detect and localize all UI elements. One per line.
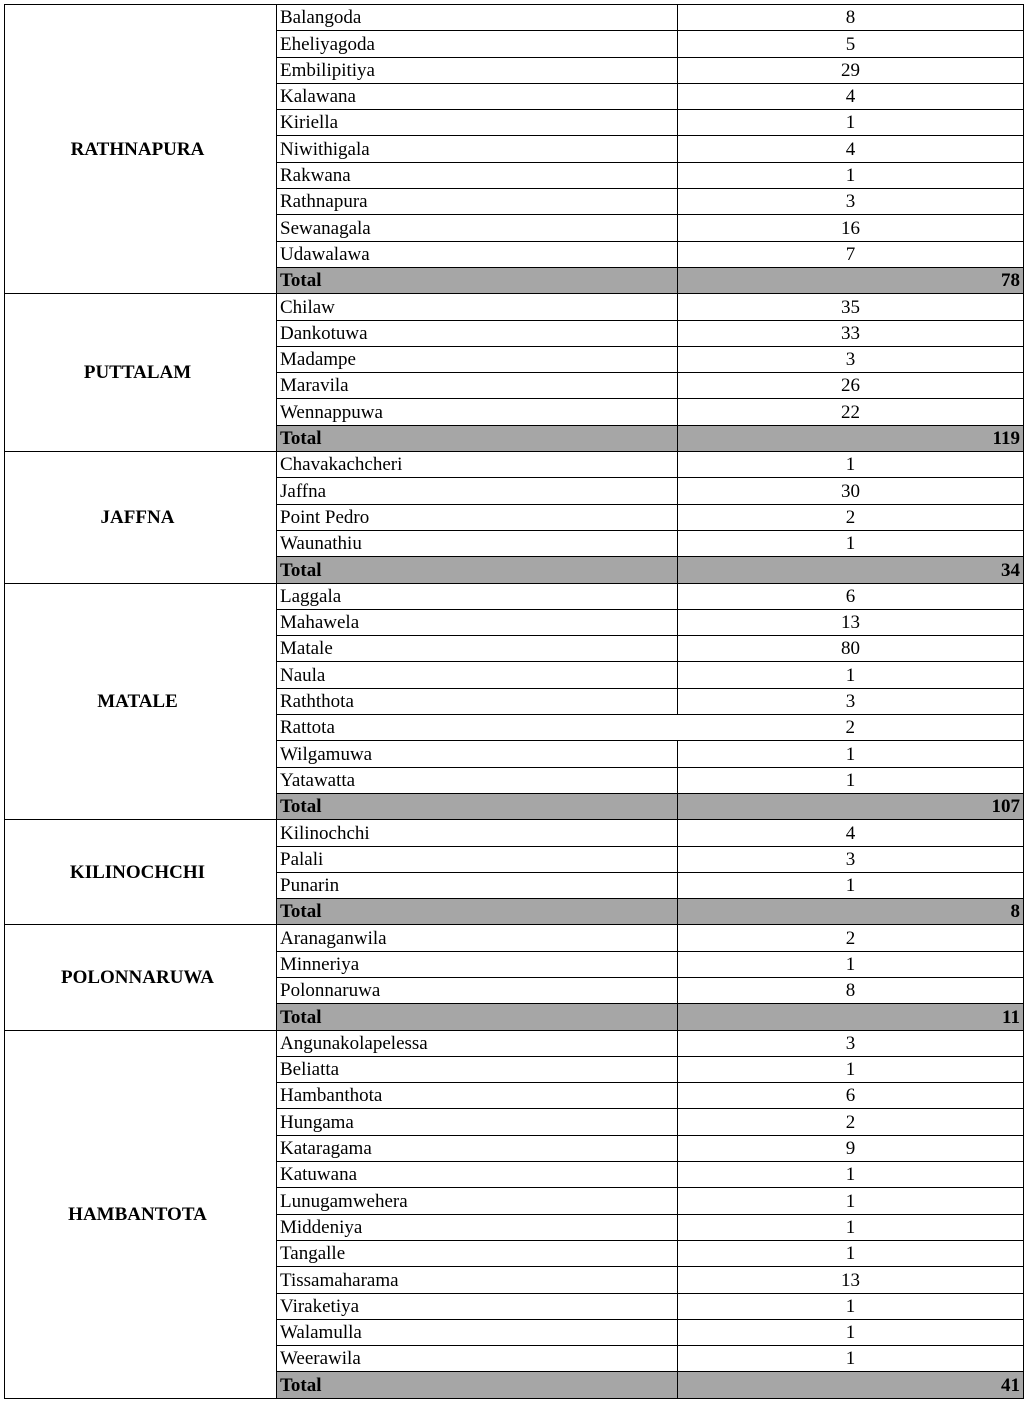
town-count: 8 — [678, 5, 1024, 31]
town-count: 2 — [678, 1109, 1024, 1135]
town-count: 33 — [678, 320, 1024, 346]
town-count: 4 — [678, 820, 1024, 846]
town-name: Wennappuwa — [277, 399, 678, 425]
total-label: Total — [277, 899, 678, 925]
total-label: Total — [277, 1004, 678, 1030]
table-row — [5, 925, 1024, 951]
town-count: 1 — [678, 662, 1024, 688]
town-count: 26 — [678, 373, 1024, 399]
district-name: PUTTALAM — [5, 294, 277, 452]
town-name: Lunugamwehera — [277, 1188, 678, 1214]
town-name: Eheliyagoda — [277, 31, 678, 57]
total-label: Total — [277, 425, 678, 451]
total-label: Total — [277, 557, 678, 583]
town-count: 1 — [678, 1346, 1024, 1372]
town-count: 2 — [678, 715, 1024, 741]
town-name: Naula — [277, 662, 678, 688]
town-name: Tissamaharama — [277, 1267, 678, 1293]
town-name: Hambanthota — [277, 1083, 678, 1109]
town-name: Point Pedro — [277, 504, 678, 530]
town-name: Raththota — [277, 688, 678, 714]
town-name: Viraketiya — [277, 1293, 678, 1319]
town-count: 1 — [678, 1319, 1024, 1345]
town-count: 1 — [678, 1188, 1024, 1214]
town-count: 1 — [678, 1214, 1024, 1240]
town-name: Jaffna — [277, 478, 678, 504]
town-name: Embilipitiya — [277, 57, 678, 83]
town-count: 2 — [678, 504, 1024, 530]
table-row — [5, 452, 1024, 478]
town-name: Matale — [277, 636, 678, 662]
total-label: Total — [277, 267, 678, 293]
town-count: 1 — [678, 110, 1024, 136]
town-count: 1 — [678, 1293, 1024, 1319]
town-name: Mahawela — [277, 609, 678, 635]
total-value: 11 — [678, 1004, 1024, 1030]
district-name: POLONNARUWA — [5, 925, 277, 1030]
table-body — [5, 5, 1024, 1399]
total-value: 8 — [678, 899, 1024, 925]
town-name: Aranaganwila — [277, 925, 678, 951]
town-name: Wilgamuwa — [277, 741, 678, 767]
town-count: 6 — [678, 1083, 1024, 1109]
town-name: Beliatta — [277, 1056, 678, 1082]
town-count: 8 — [678, 977, 1024, 1003]
town-name: Chavakachcheri — [277, 452, 678, 478]
town-count: 9 — [678, 1135, 1024, 1161]
town-count: 4 — [678, 83, 1024, 109]
town-name: Waunathiu — [277, 530, 678, 556]
district-town-table-page — [4, 4, 1023, 1399]
town-count: 7 — [678, 241, 1024, 267]
table-row — [5, 583, 1024, 609]
town-count: 2 — [678, 925, 1024, 951]
town-name: Weerawila — [277, 1346, 678, 1372]
town-name: Palali — [277, 846, 678, 872]
town-count: 3 — [678, 1030, 1024, 1056]
town-name: Udawalawa — [277, 241, 678, 267]
town-count: 1 — [678, 162, 1024, 188]
town-count: 3 — [678, 189, 1024, 215]
town-name: Hungama — [277, 1109, 678, 1135]
table-row — [5, 1030, 1024, 1056]
town-count: 1 — [678, 767, 1024, 793]
total-value: 41 — [678, 1372, 1024, 1398]
town-name: Chilaw — [277, 294, 678, 320]
district-town-table — [4, 4, 1024, 1399]
town-name: Walamulla — [277, 1319, 678, 1345]
town-name: Rakwana — [277, 162, 678, 188]
town-count: 80 — [678, 636, 1024, 662]
town-count: 1 — [678, 1240, 1024, 1266]
town-count: 1 — [678, 452, 1024, 478]
total-label: Total — [277, 1372, 678, 1398]
total-value: 107 — [678, 793, 1024, 819]
town-count: 1 — [678, 951, 1024, 977]
town-count: 1 — [678, 1162, 1024, 1188]
town-count: 16 — [678, 215, 1024, 241]
town-count: 13 — [678, 1267, 1024, 1293]
town-count: 5 — [678, 31, 1024, 57]
total-value: 119 — [678, 425, 1024, 451]
table-row — [5, 820, 1024, 846]
total-label: Total — [277, 793, 678, 819]
district-name: JAFFNA — [5, 452, 277, 583]
district-name: MATALE — [5, 583, 277, 820]
town-count: 35 — [678, 294, 1024, 320]
district-name: RATHNAPURA — [5, 5, 277, 294]
town-name: Rathnapura — [277, 189, 678, 215]
town-name: Niwithigala — [277, 136, 678, 162]
district-name: KILINOCHCHI — [5, 820, 277, 925]
town-count: 6 — [678, 583, 1024, 609]
table-row — [5, 5, 1024, 31]
town-count: 4 — [678, 136, 1024, 162]
town-count: 1 — [678, 872, 1024, 898]
town-count: 3 — [678, 846, 1024, 872]
district-name: HAMBANTOTA — [5, 1030, 277, 1398]
total-value: 34 — [678, 557, 1024, 583]
town-count: 29 — [678, 57, 1024, 83]
town-name: Kiriella — [277, 110, 678, 136]
town-name: Balangoda — [277, 5, 678, 31]
town-name: Kataragama — [277, 1135, 678, 1161]
town-name: Laggala — [277, 583, 678, 609]
town-name: Kalawana — [277, 83, 678, 109]
town-name: Maravila — [277, 373, 678, 399]
town-count: 30 — [678, 478, 1024, 504]
town-count: 22 — [678, 399, 1024, 425]
town-name: Kilinochchi — [277, 820, 678, 846]
town-count: 1 — [678, 741, 1024, 767]
town-name: Katuwana — [277, 1162, 678, 1188]
total-value: 78 — [678, 267, 1024, 293]
town-count: 3 — [678, 346, 1024, 372]
town-name: Yatawatta — [277, 767, 678, 793]
town-count: 1 — [678, 530, 1024, 556]
town-name: Polonnaruwa — [277, 977, 678, 1003]
town-count: 1 — [678, 1056, 1024, 1082]
town-name: Rattota — [277, 715, 678, 741]
town-count: 3 — [678, 688, 1024, 714]
town-name: Dankotuwa — [277, 320, 678, 346]
town-name: Madampe — [277, 346, 678, 372]
town-name: Tangalle — [277, 1240, 678, 1266]
town-name: Angunakolapelessa — [277, 1030, 678, 1056]
town-name: Sewanagala — [277, 215, 678, 241]
town-name: Punarin — [277, 872, 678, 898]
town-name: Minneriya — [277, 951, 678, 977]
town-count: 13 — [678, 609, 1024, 635]
town-name: Middeniya — [277, 1214, 678, 1240]
table-row — [5, 294, 1024, 320]
